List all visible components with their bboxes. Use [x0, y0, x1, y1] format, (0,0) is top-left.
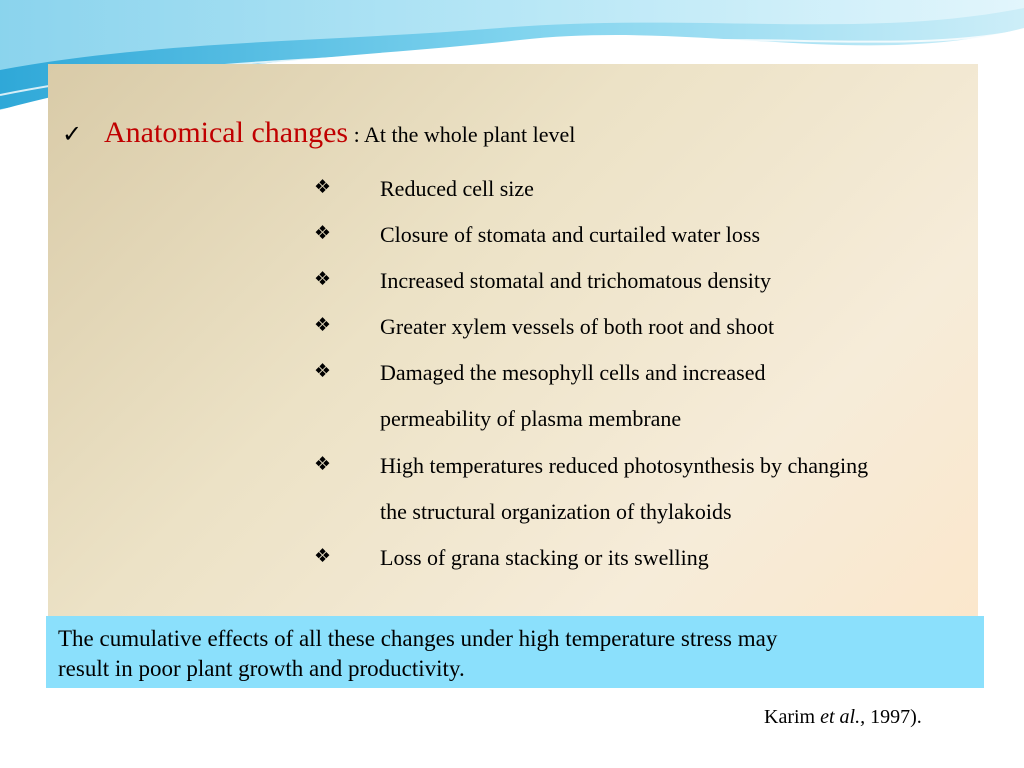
- section-heading: [62, 116, 575, 150]
- list-item: Increased stomatal and trichomatous density: [380, 268, 771, 293]
- list-item-continuation: the structural organization of thylakoids: [380, 499, 732, 524]
- list-item: High temperatures reduced photosynthesis by changing: [380, 453, 869, 478]
- list-item: Damaged the mesophyll cells and increased: [380, 360, 766, 385]
- list-item: Reduced cell size: [380, 176, 534, 201]
- citation-year: 1997).: [865, 706, 922, 728]
- diamond-bullet-icon: ❖: [314, 268, 332, 290]
- citation: [764, 706, 922, 729]
- diamond-bullet-icon: ❖: [314, 453, 332, 475]
- diamond-bullet-icon: ❖: [314, 176, 332, 198]
- heading-title: Anatomical changes: [104, 116, 349, 149]
- summary-box: [46, 616, 984, 688]
- citation-et-al: et al.,: [820, 706, 866, 728]
- diamond-bullet-icon: ❖: [314, 222, 332, 244]
- citation-author: Karim: [764, 706, 821, 728]
- summary-line-2: result in poor plant growth and productivity.: [58, 656, 465, 681]
- list-item: Closure of stomata and curtailed water loss: [380, 222, 761, 247]
- list-item: Loss of grana stacking or its swelling: [380, 545, 709, 570]
- diamond-bullet-icon: ❖: [314, 360, 332, 382]
- diamond-bullet-icon: ❖: [314, 314, 332, 336]
- list-item: Greater xylem vessels of both root and shoot: [380, 314, 775, 339]
- diamond-bullet-icon: ❖: [314, 545, 332, 567]
- list-item-continuation: permeability of plasma membrane: [380, 406, 682, 431]
- summary-line-1: The cumulative effects of all these changes under high temperature stress may: [58, 626, 778, 651]
- heading-subtitle: : At the whole plant level: [348, 122, 576, 147]
- check-icon: ✓: [62, 120, 83, 148]
